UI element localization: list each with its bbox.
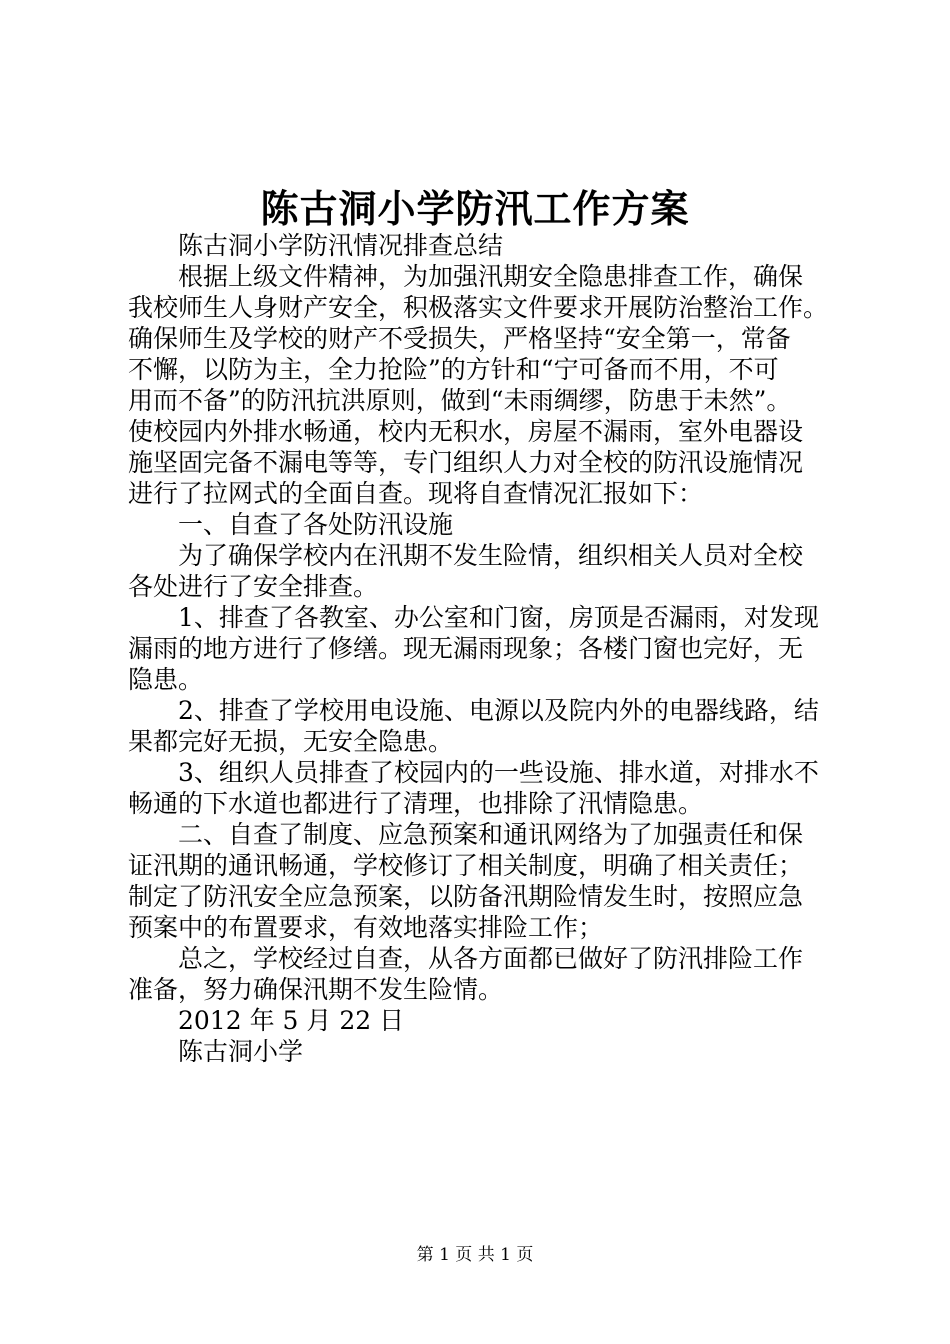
list-item-line: 隐患。 bbox=[128, 665, 204, 694]
paragraph-line: 施坚固完备不漏电等等，专门组织人力对全校的防汛设施情况 bbox=[128, 448, 804, 477]
paragraph-line: 各处进行了安全排查。 bbox=[128, 572, 379, 601]
paragraph-line: 确保师生及学校的财产不受损失，严格坚持“安全第一，常备 bbox=[128, 324, 791, 353]
document-signature: 陈古洞小学 bbox=[178, 1037, 304, 1066]
paragraph-line: 不懈，以防为主，全力抢险”的方针和“宁可备而不用，不可 bbox=[128, 355, 779, 384]
paragraph-line: 为了确保学校内在汛期不发生险情，组织相关人员对全校 bbox=[178, 541, 804, 570]
document-title: 陈古洞小学防汛工作方案 bbox=[260, 186, 690, 231]
section-heading: 一、自查了各处防汛设施 bbox=[178, 510, 454, 539]
paragraph-line: 根据上级文件精神，为加强汛期安全隐患排查工作，确保 bbox=[178, 262, 804, 291]
paragraph-line: 预案中的布置要求，有效地落实排险工作； bbox=[128, 913, 604, 942]
document-date: 2012 年 5 月 22 日 bbox=[178, 1006, 405, 1035]
section-heading: 二、自查了制度、应急预案和通讯网络为了加强责任和保 bbox=[178, 820, 804, 849]
subtitle-line: 陈古洞小学防汛情况排查总结 bbox=[178, 231, 504, 260]
paragraph-line: 制定了防汛安全应急预案，以防备汛期险情发生时，按照应急 bbox=[128, 882, 804, 911]
paragraph-line: 进行了拉网式的全面自查。现将自查情况汇报如下： bbox=[128, 479, 704, 508]
list-item-line: 漏雨的地方进行了修缮。现无漏雨现象；各楼门窗也完好，无 bbox=[128, 634, 804, 663]
list-item-line: 畅通的下水道也都进行了清理，也排除了汛情隐患。 bbox=[128, 789, 704, 818]
page-footer: 第 1 页 共 1 页 bbox=[416, 1245, 534, 1265]
list-item-line: 果都完好无损，无安全隐患。 bbox=[128, 727, 454, 756]
list-item-line: 3、组织人员排查了校园内的一些设施、排水道，对排水不 bbox=[178, 758, 819, 787]
paragraph-line: 用而不备”的防汛抗洪原则，做到“未雨绸缪，防患于未然”。 bbox=[128, 386, 792, 415]
list-item-line: 1、排查了各教室、办公室和门窗，房顶是否漏雨，对发现 bbox=[178, 603, 819, 632]
paragraph-line: 总之，学校经过自查，从各方面都已做好了防汛排险工作 bbox=[178, 944, 804, 973]
paragraph-line: 使校园内外排水畅通，校内无积水，房屋不漏雨，室外电器设 bbox=[128, 417, 804, 446]
list-item-line: 2、排查了学校用电设施、电源以及院内外的电器线路，结 bbox=[178, 696, 819, 725]
paragraph-line: 证汛期的通讯畅通，学校修订了相关制度，明确了相关责任； bbox=[128, 851, 804, 880]
paragraph-line: 我校师生人身财产安全，积极落实文件要求开展防治整治工作。 bbox=[128, 293, 829, 322]
paragraph-line: 准备，努力确保汛期不发生险情。 bbox=[128, 975, 504, 1004]
